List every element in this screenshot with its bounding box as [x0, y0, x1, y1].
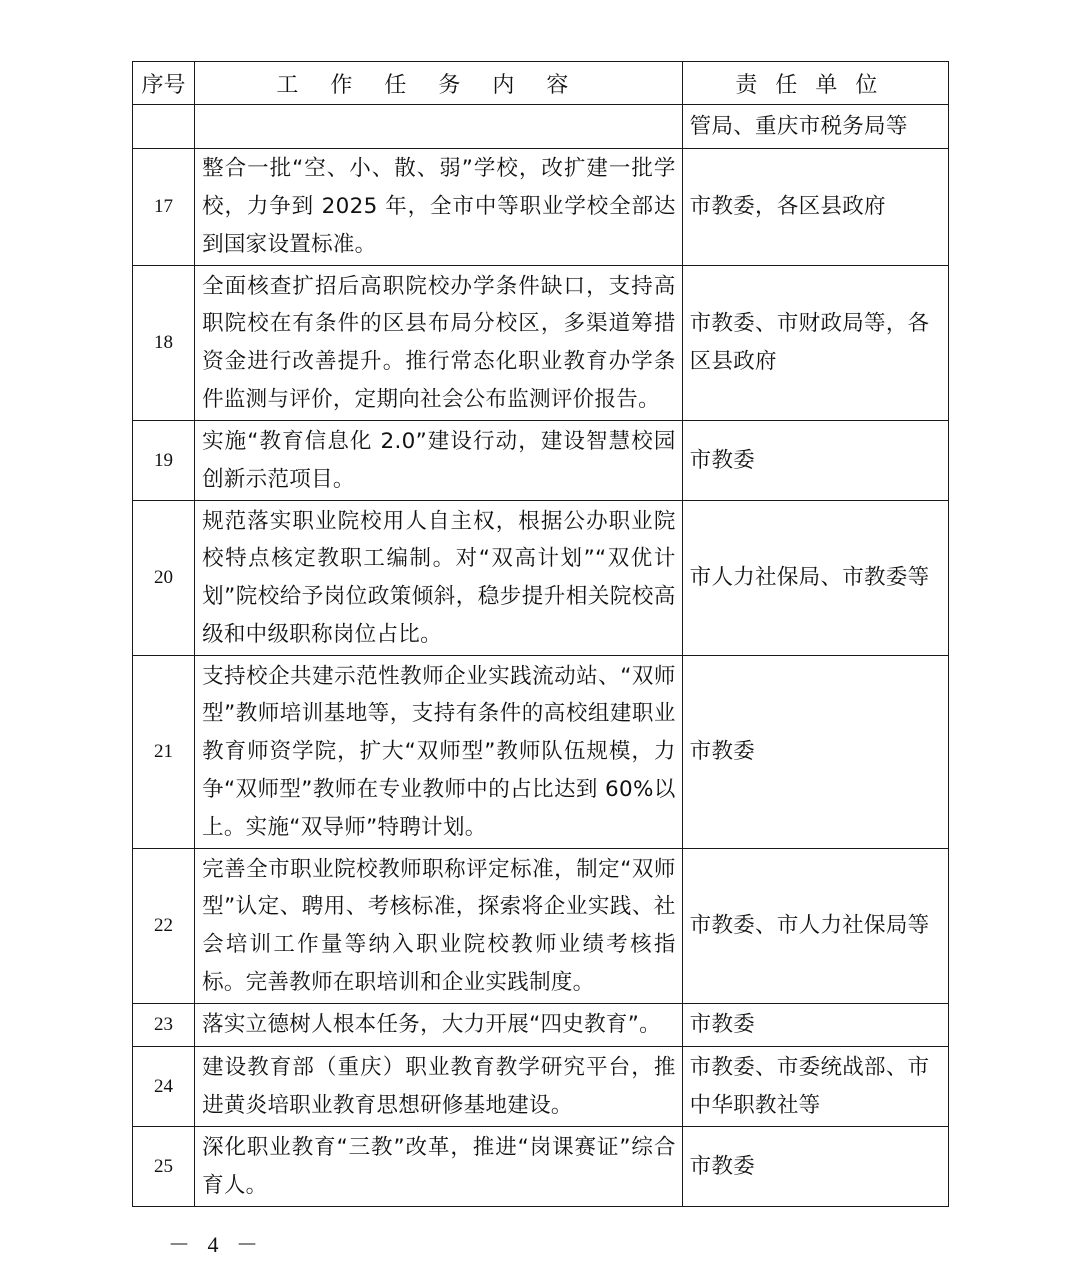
row-unit: 市教委、市人力社保局等 — [682, 849, 948, 1004]
row-task: 整合一批“空、小、散、弱”学校，改扩建一批学校，力争到 2025 年，全市中等职业学校全部达到国家设置标准。 — [195, 149, 683, 266]
row-unit: 市人力社保局、市教委等 — [682, 501, 948, 656]
row-number: 23 — [133, 1004, 195, 1047]
table-row — [133, 849, 949, 1004]
row-task: 全面核查扩招后高职院校办学条件缺口，支持高职院校在有条件的区县布局分校区，多渠道筹措资金进行改善提升。推行常态化职业教育办学条件监测与评价，定期向社会公布监测评价报告。 — [195, 266, 683, 421]
table-row — [133, 1004, 949, 1047]
header-num: 序号 — [133, 62, 195, 105]
row-unit: 市教委、市财政局等，各区县政府 — [682, 266, 948, 421]
table-row — [133, 421, 949, 501]
table-row — [133, 1047, 949, 1127]
table-row — [133, 149, 949, 266]
table-row — [133, 105, 949, 149]
row-number — [133, 105, 195, 149]
row-number: 22 — [133, 849, 195, 1004]
row-number: 17 — [133, 149, 195, 266]
row-number: 19 — [133, 421, 195, 501]
row-task: 规范落实职业院校用人自主权，根据公办职业院校特点核定教职工编制。对“双高计划”“双优计划”院校给予岗位政策倾斜，稳步提升相关院校高级和中级职称岗位占比。 — [195, 501, 683, 656]
row-task: 深化职业教育“三教”改革，推进“岗课赛证”综合育人。 — [195, 1127, 683, 1207]
row-number: 18 — [133, 266, 195, 421]
row-unit: 市教委 — [682, 421, 948, 501]
row-unit: 市教委 — [682, 1004, 948, 1047]
row-task: 完善全市职业院校教师职称评定标准，制定“双师型”认定、聘用、考核标准，探索将企业实践、社会培训工作量等纳入职业院校教师业绩考核指标。完善教师在职培训和企业实践制度。 — [195, 849, 683, 1004]
table-row — [133, 266, 949, 421]
table-row — [133, 656, 949, 849]
row-number: 25 — [133, 1127, 195, 1207]
header-unit: 责任单位 — [682, 62, 948, 105]
row-number: 20 — [133, 501, 195, 656]
row-task: 建设教育部（重庆）职业教育教学研究平台，推进黄炎培职业教育思想研修基地建设。 — [195, 1047, 683, 1127]
row-unit: 市教委、市委统战部、市中华职教社等 — [682, 1047, 948, 1127]
row-unit: 市教委，各区县政府 — [682, 149, 948, 266]
page-number: － 4 － — [168, 1232, 265, 1257]
table-row — [133, 501, 949, 656]
row-unit: 管局、重庆市税务局等 — [682, 105, 948, 149]
row-unit: 市教委 — [682, 1127, 948, 1207]
row-number: 24 — [133, 1047, 195, 1127]
table-row — [133, 1127, 949, 1207]
row-task: 实施“教育信息化 2.0”建设行动，建设智慧校园创新示范项目。 — [195, 421, 683, 501]
table-header-row — [133, 62, 949, 105]
header-task: 工作任务内容 — [195, 62, 683, 105]
row-task — [195, 105, 683, 149]
row-task: 落实立德树人根本任务，大力开展“四史教育”。 — [195, 1004, 683, 1047]
row-task: 支持校企共建示范性教师企业实践流动站、“双师型”教师培训基地等，支持有条件的高校组建职业教育师资学院，扩大“双师型”教师队伍规模，力争“双师型”教师在专业教师中的占比达到 60%以上。实施“双导师”特聘计划。 — [195, 656, 683, 849]
row-number: 21 — [133, 656, 195, 849]
row-unit: 市教委 — [682, 656, 948, 849]
task-table — [132, 61, 949, 1207]
